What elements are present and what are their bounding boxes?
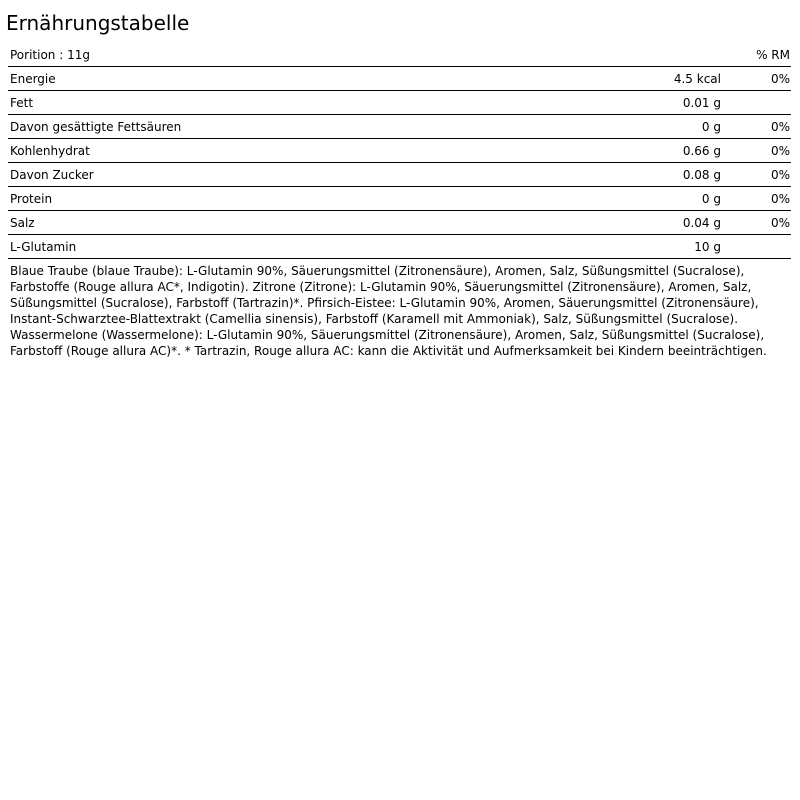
nutrient-percent: 0% [770, 167, 790, 182]
nutrient-name: Davon gesättigte Fettsäuren [10, 119, 182, 134]
nutrient-name: Davon Zucker [10, 167, 94, 182]
rm-header: % RM [756, 47, 790, 62]
nutrient-amount: 0 g [701, 191, 721, 206]
nutrient-percent: 0% [770, 71, 790, 86]
table-row [8, 235, 791, 259]
table-row [8, 67, 791, 91]
nutrient-name: Salz [10, 215, 35, 230]
nutrition-table [8, 43, 791, 259]
table-header-row [8, 43, 791, 67]
nutrient-amount: 0 g [701, 119, 721, 134]
table-row [8, 187, 791, 211]
portion-label: Porition : 11g [10, 47, 90, 62]
nutrient-amount: 4.5 kcal [673, 71, 721, 86]
nutrient-name: Fett [10, 95, 34, 110]
page-title: Ernährungstabelle [6, 11, 190, 35]
nutrient-percent: 0% [770, 119, 790, 134]
nutrient-name: Energie [10, 71, 56, 86]
nutrient-name: Protein [10, 191, 53, 206]
nutrient-amount: 0.04 g [682, 215, 721, 230]
nutrient-amount: 0.66 g [682, 143, 721, 158]
table-row [8, 91, 791, 115]
table-row [8, 115, 791, 139]
nutrient-name: L-Glutamin [10, 239, 77, 254]
table-row [8, 163, 791, 187]
ingredients-text: Blaue Traube (blaue Traube): L-Glutamin 90%, Säuerungsmittel (Zitronensäure), Aromen, Salz, Süßungsmittel (Sucralose), Farbstoffe (Rouge allura AC*, Indigotin). Zitrone (Zitrone): L-Glutamin 90%, Säuerungsmittel (Zitronensäure), Aromen, Salz, Süßungsmittel (Sucralose), Farbstoff (Tartrazin)*. Pfirsich-Eistee: L-Glutamin 90%, Aromen, Säuerungsmittel (Zitronensäure), Instant-Schwarztee-Blattextrakt (Camellia sinensis), Farbstoff (Karamell mit Ammoniak), Salz, Süßungsmittel (Sucralose). Wassermelone (Wassermelone): L-Glutamin 90%, Säuerungsmittel (Zitronensäure), Aromen, Salz, Süßungsmittel (Sucralose), Farbstoff (Rouge allura AC)*. * Tartrazin, Rouge allura AC: kann die Aktivität und Aufmerksamkeit bei Kindern beeinträchtigen. [10, 264, 767, 358]
table-row [8, 139, 791, 163]
nutrient-amount: 0.01 g [682, 95, 721, 110]
nutrient-percent: 0% [770, 143, 790, 158]
nutrient-percent: 0% [770, 215, 790, 230]
nutrient-amount: 10 g [694, 239, 721, 254]
nutrient-name: Kohlenhydrat [10, 143, 90, 158]
nutrient-amount: 0.08 g [682, 167, 721, 182]
nutrient-percent: 0% [770, 191, 790, 206]
table-row [8, 211, 791, 235]
